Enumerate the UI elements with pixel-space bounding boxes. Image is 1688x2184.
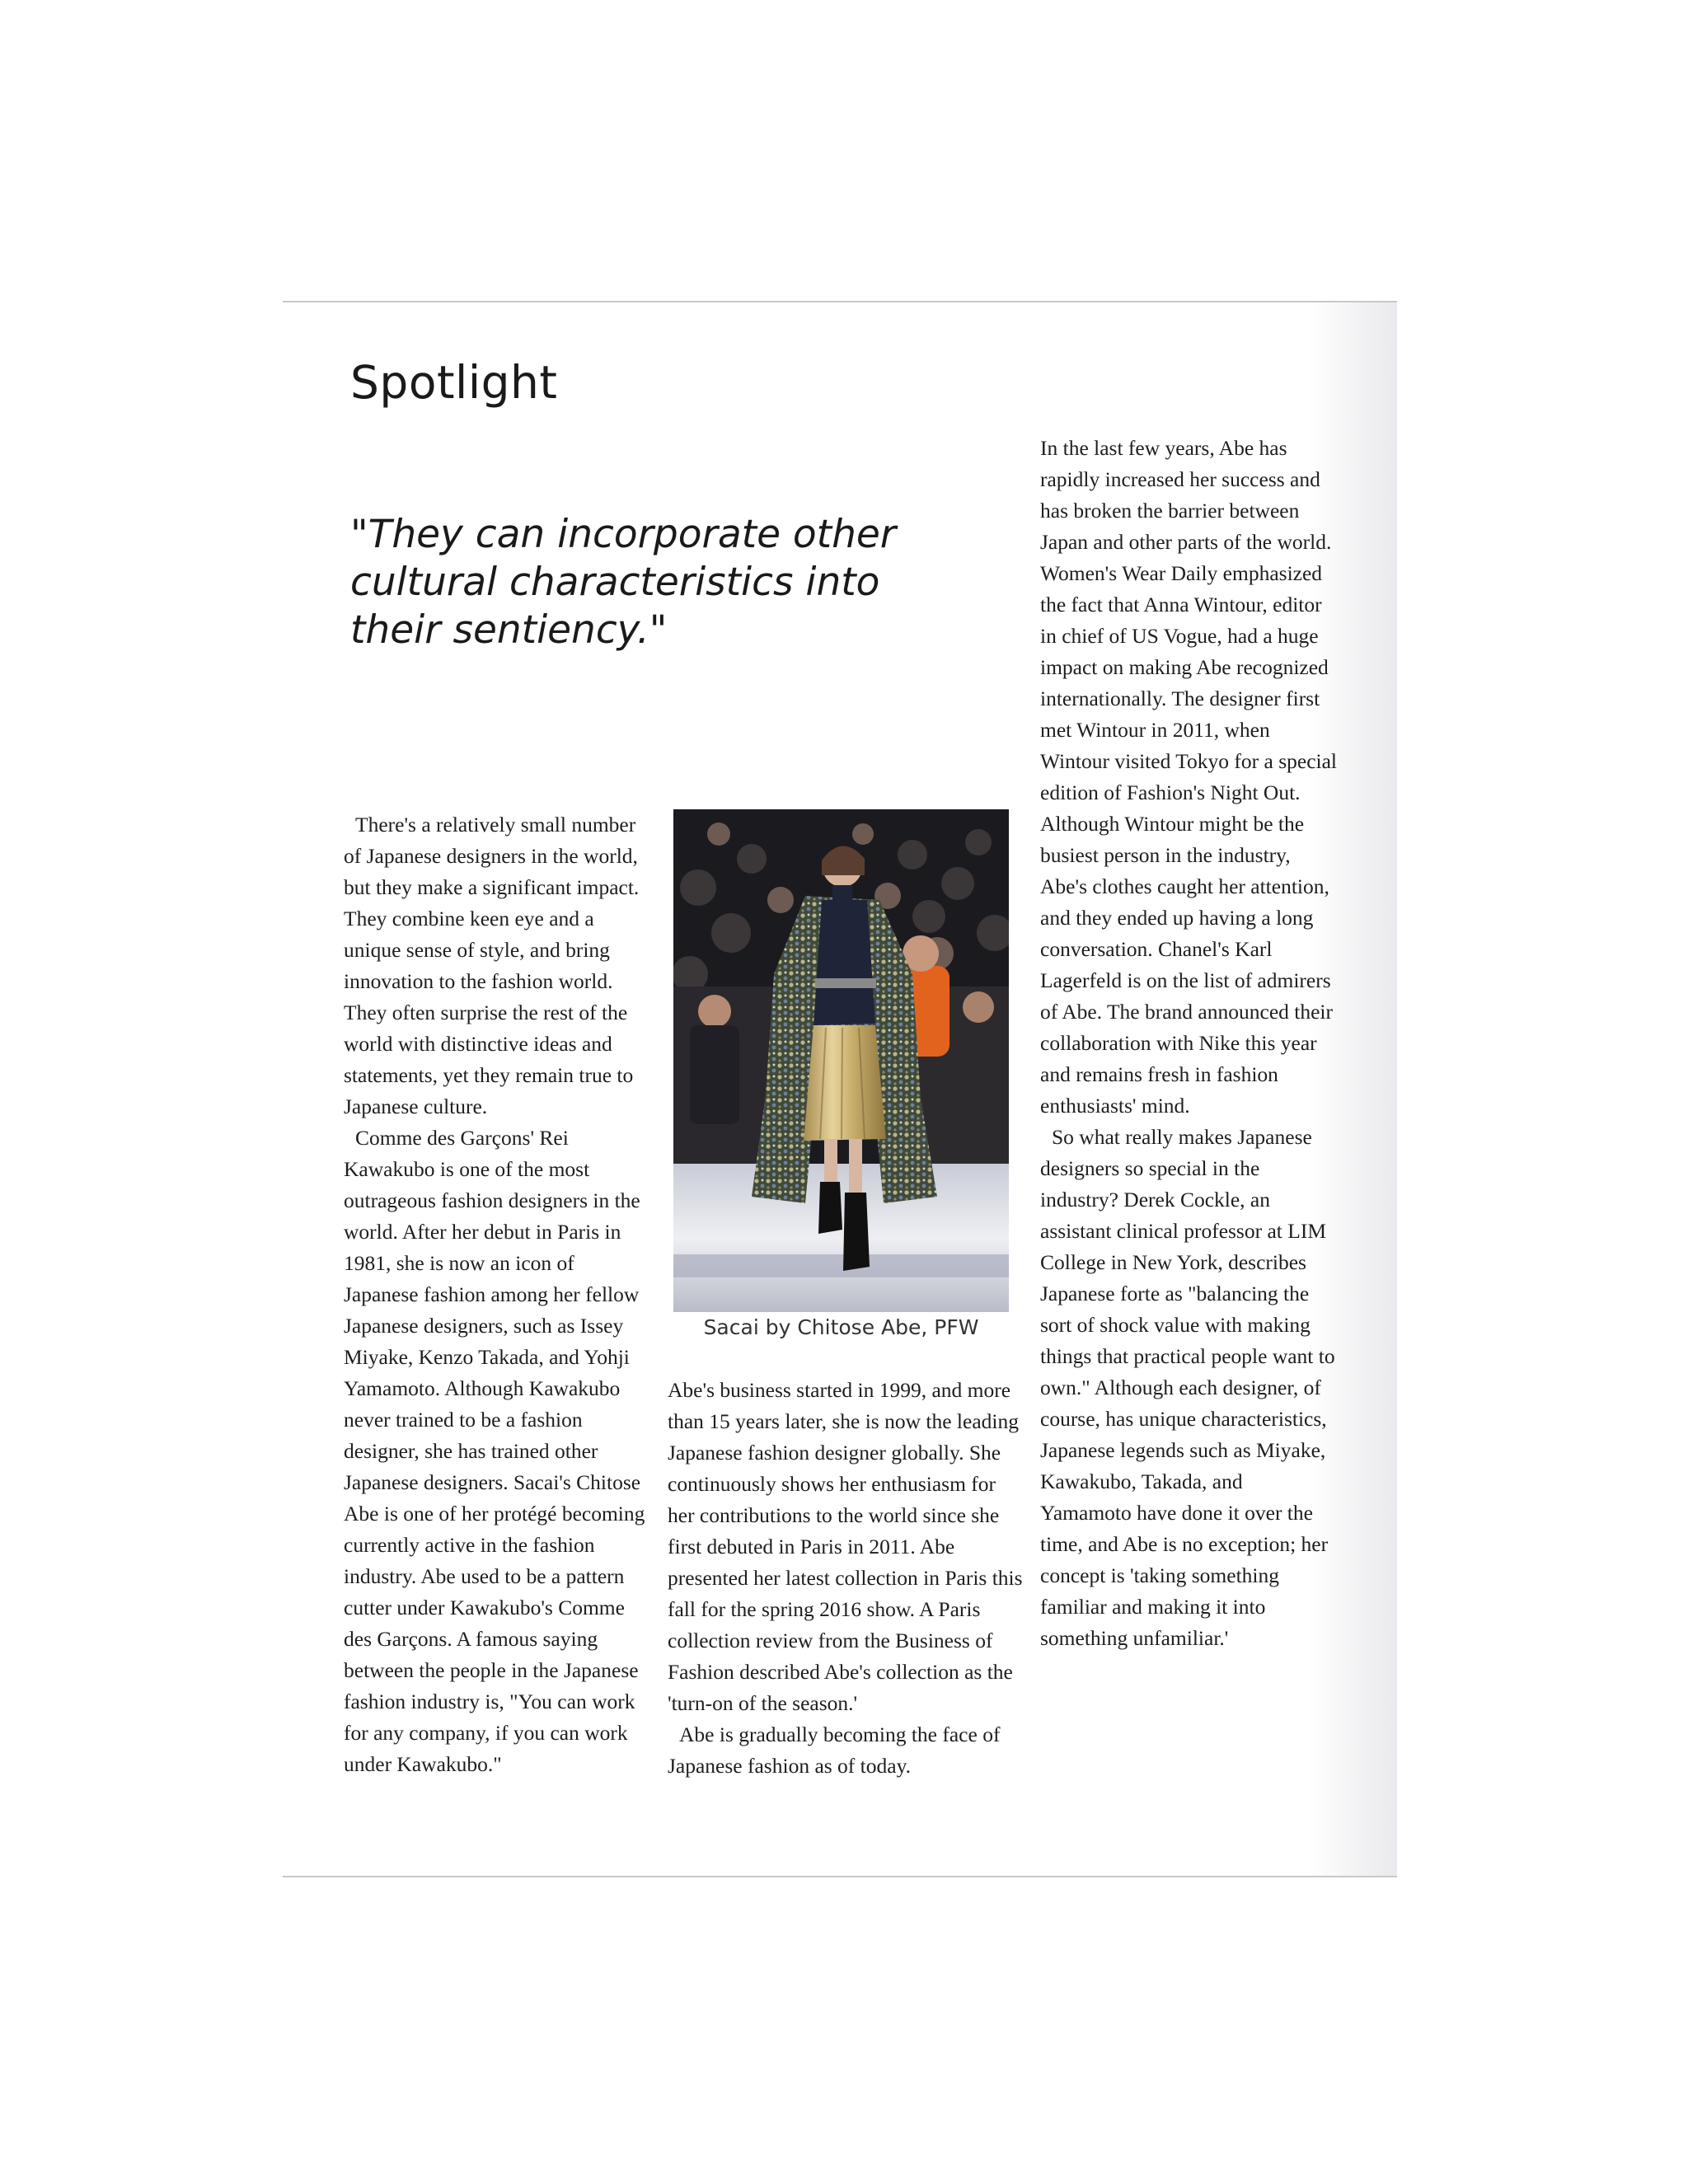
article-column-1 [344,809,650,1780]
article-column-3 [1040,433,1337,1654]
pull-quote: "They can incorporate other cultural characteristics into their sentiency." [350,512,897,653]
article-paragraph: Comme des Garçons' Rei Kawakubo is one of the most outrageous fashion designers in the world. After her debut in Paris in 1981, she is now an icon of Japanese fashion among her fellow Japanese designers, such as Issey Miyake, Kenzo Takada, and Yohji Yamamoto. Although Kawakubo never trained to be a fashion designer, she has trained other Japanese designers. Sacai's Chitose Abe is one of her protégé becoming currently active in the fashion industry. Abe used to be a pattern cutter under Kawakubo's Comme des Garçons. A famous saying between the people in the Japanese fashion industry is, "You can work for any company, if you can work under Kawakubo." [344,1126,645,1776]
article-paragraph: In the last few years, Abe has rapidly increased her success and has broken the barrier between Japan and other parts of the world. Women's Wear Daily emphasized the fact that Anna Wintour, editor in chief of US Vogue, had a huge impact on making Abe recognized internationally. The designer first met Wintour in 2011, when Wintour visited Tokyo for a special edition of Fashion's Night Out. Although Wintour might be the busiest person in the industry, Abe's clothes caught her attention, and they ended up having a long conversation. Chanel's Karl Lagerfeld is on the list of admirers of Abe. The brand announced their collaboration with Nike this year and remains fresh in fashion enthusiasts' mind. [1040,436,1338,1118]
article-column-2 [668,1375,1024,1782]
article-paragraph: Abe is gradually becoming the face of Japanese fashion as of today. [668,1722,1001,1778]
runway-photo [673,809,1009,1312]
article-paragraph: Abe's business started in 1999, and more than 15 years later, she is now the leading Japanese fashion designer globally. She continuously shows her enthusiasm for her contributions to the world since she first debuted in Paris in 2011. Abe presented her latest collection in Paris this fall for the spring 2016 show. A Paris collection review from the Business of Fashion described Abe's collection as the 'turn-on of the season.' [668,1378,1023,1715]
photo-caption: Sacai by Chitose Abe, PFW [703,1315,979,1339]
article-paragraph: There's a relatively small number of Japanese designers in the world, but they make a significant impact. They combine keen eye and a unique sense of style, and bring innovation to the fashion world. They often surprise the rest of the world with distinctive ideas and statements, yet they remain true to Japanese culture. [344,813,640,1118]
section-title: Spotlight [350,356,558,409]
article-paragraph: So what really makes Japanese designers so special in the industry? Derek Cockle, an assistant clinical professor at LIM College in New York, describes Japanese forte as "balancing the sort of shock value with making things that practical people want to own." Although each designer, of course, has unique characteristics, Japanese legends such as Miyake, Kawakubo, Takada, and Yamamoto have done it over the time, and Abe is no exception; her concept is 'taking something familiar and making it into something unfamiliar.' [1040,1125,1335,1650]
